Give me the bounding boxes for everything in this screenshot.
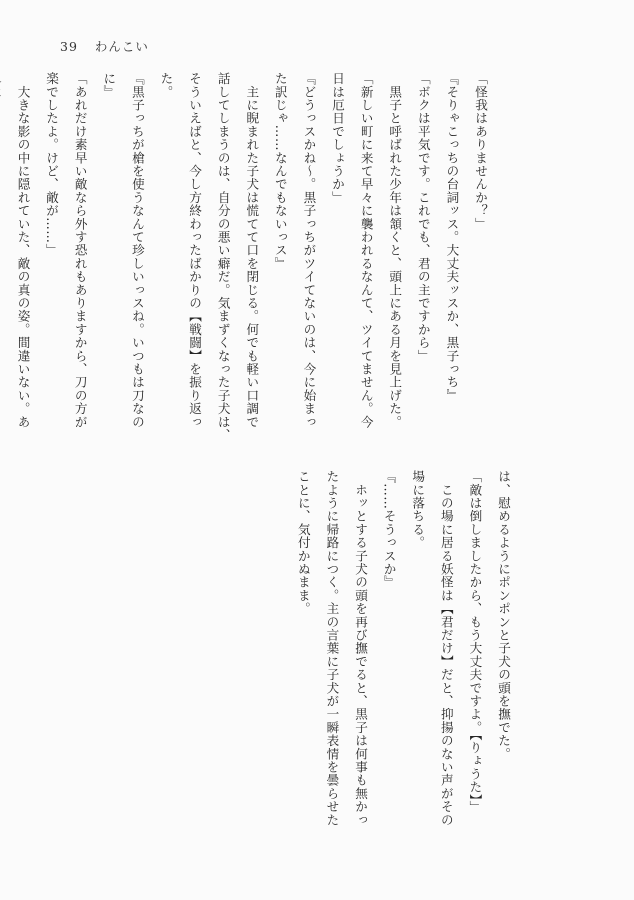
text-column: 場に落ちる。	[410, 470, 426, 550]
text-column: ホッとする子犬の頭を再び撫でると、黒子は何事も無かっ	[353, 470, 369, 827]
text-column: 『……そうっスか』	[381, 470, 397, 589]
text-column: 「ボクは平気です。これでも、君の主ですから」	[415, 72, 431, 363]
text-column: 話してしまうのは、自分の悪い癖だ。気まずくなった子犬は、	[215, 72, 231, 442]
text-column: 「敵は倒しましたから、もう大丈夫ですよ。【りょうた】」	[467, 470, 483, 814]
upper-text-block	[0, 72, 494, 472]
page-number: 39	[60, 39, 78, 54]
text-column: た訳じゃ……なんでもないっス』	[272, 72, 288, 270]
lower-text-block	[288, 470, 517, 870]
text-column: 楽でしたよ。けど、敵が……」	[44, 72, 60, 257]
running-title: わんこい	[94, 39, 149, 54]
text-column: たように帰路につく。主の言葉に子犬が一瞬表情を曇らせた	[324, 470, 340, 827]
text-column: 主に睨まれた子犬は慌てて口を閉じる。何でも軽い口調で	[244, 72, 260, 429]
text-column: 「あれだけ素早い敵なら外す恐れもありますから、刀の方が	[72, 72, 88, 429]
text-column: 日は厄日でしょうか」	[330, 72, 346, 204]
text-column: 大きな影の中に隠れていた、敵の真の姿。間違いない。あ	[15, 72, 31, 429]
text-column: た。	[158, 72, 174, 99]
text-column: 『どうっスかね～。黒子っちがツイてないのは、今に始まっ	[301, 72, 317, 429]
text-column: 『そりゃこっちの台詞ッス。大丈夫ッスか、黒子っち』	[444, 72, 460, 402]
text-column: そういえばと、今し方終わったばかりの【戦闘】を振り返っ	[187, 72, 203, 429]
text-column: に』	[101, 72, 117, 99]
text-column: 『黒子っちが槍を使うなんて珍しいっスね。いつもは刀なの	[129, 72, 145, 429]
text-column	[0, 72, 8, 472]
text-column: 「怪我はありませんか？」	[473, 72, 488, 231]
text-column: 黒子と呼ばれた少年は頷くと、頭上にある月を見上げた。	[387, 72, 403, 429]
page-header	[60, 37, 149, 55]
text-column: この場に居る妖怪は【君だけ】だと、抑揚のない声がその	[438, 470, 454, 827]
text-column: ことに、気付かぬまま。	[295, 470, 311, 616]
text-column: は、慰めるようにポンポンと子犬の頭を撫でた。	[496, 470, 511, 761]
text-column: 「新しい町に来て早々に襲われるなんて、ツイてません。今	[358, 72, 374, 429]
